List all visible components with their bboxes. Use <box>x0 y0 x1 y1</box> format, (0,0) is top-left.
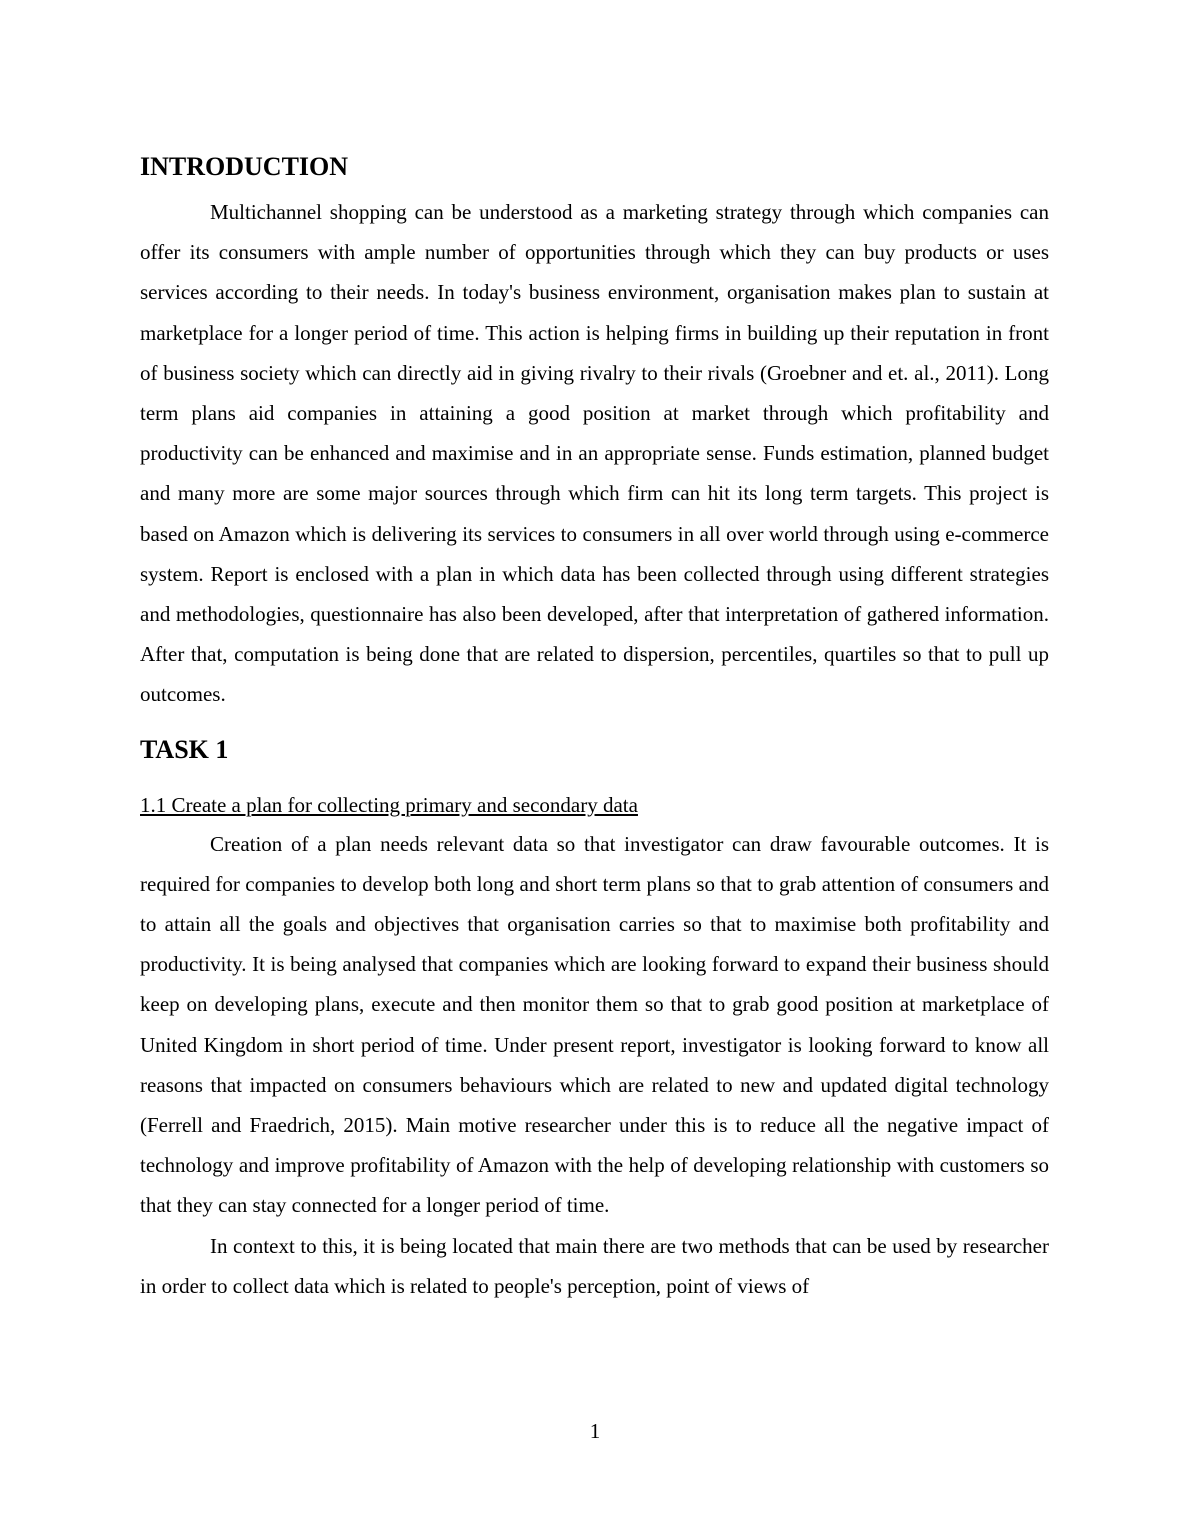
page-content <box>140 148 1049 1306</box>
task-paragraph-1: Creation of a plan needs relevant data so that investigator can draw favourable outcomes. It is required for companies to develop both long and short term plans so that to grab attention of consumers and to attain all the goals and objectives that organisation carries so that to maximise both profitability and productivity. It is being analysed that companies which are looking forward to expand their business should keep on developing plans, execute and then monitor them so that to grab good position at marketplace of United Kingdom in short period of time. Under present report, investigator is looking forward to know all reasons that impacted on consumers behaviours which are related to new and updated digital technology (Ferrell and Fraedrich, 2015). Main motive researcher under this is to reduce all the negative impact of technology and improve profitability of Amazon with the help of developing relationship with customers so that they can stay connected for a longer period of time. <box>140 831 1049 1218</box>
task-1-1-subheading: 1.1 Create a plan for collecting primary and secondary data <box>140 792 638 817</box>
introduction-paragraph: Multichannel shopping can be understood as a marketing strategy through which companies can offer its consumers with ample number of opportunities through which they can buy products or uses services according to their needs. In today's business environment, organisation makes plan to sustain at marketplace for a longer period of time. This action is helping firms in building up their reputation in front of business society which can directly aid in giving rivalry to their rivals (Groebner and et. al., 2011). Long term plans aid companies in attaining a good position at market through which profitability and productivity can be enhanced and maximise and in an appropriate sense. Funds estimation, planned budget and many more are some major sources through which firm can hit its long term targets. This project is based on Amazon which is delivering its services to consumers in all over world through using e-commerce system. Report is enclosed with a plan in which data has been collected through using different strategies and methodologies, questionnaire has also been developed, after that interpretation of gathered information. After that, computation is being done that are related to dispersion, percentiles, quartiles so that to pull up outcomes. <box>140 200 1049 707</box>
task-paragraph-2: In context to this, it is being located that main there are two methods that can be used by researcher in order to collect data which is related to people's perception, point of views of <box>140 1233 1049 1298</box>
introduction-heading: INTRODUCTION <box>140 152 349 181</box>
page-number: 1 <box>589 1419 601 1443</box>
task-1-heading: TASK 1 <box>140 734 229 764</box>
